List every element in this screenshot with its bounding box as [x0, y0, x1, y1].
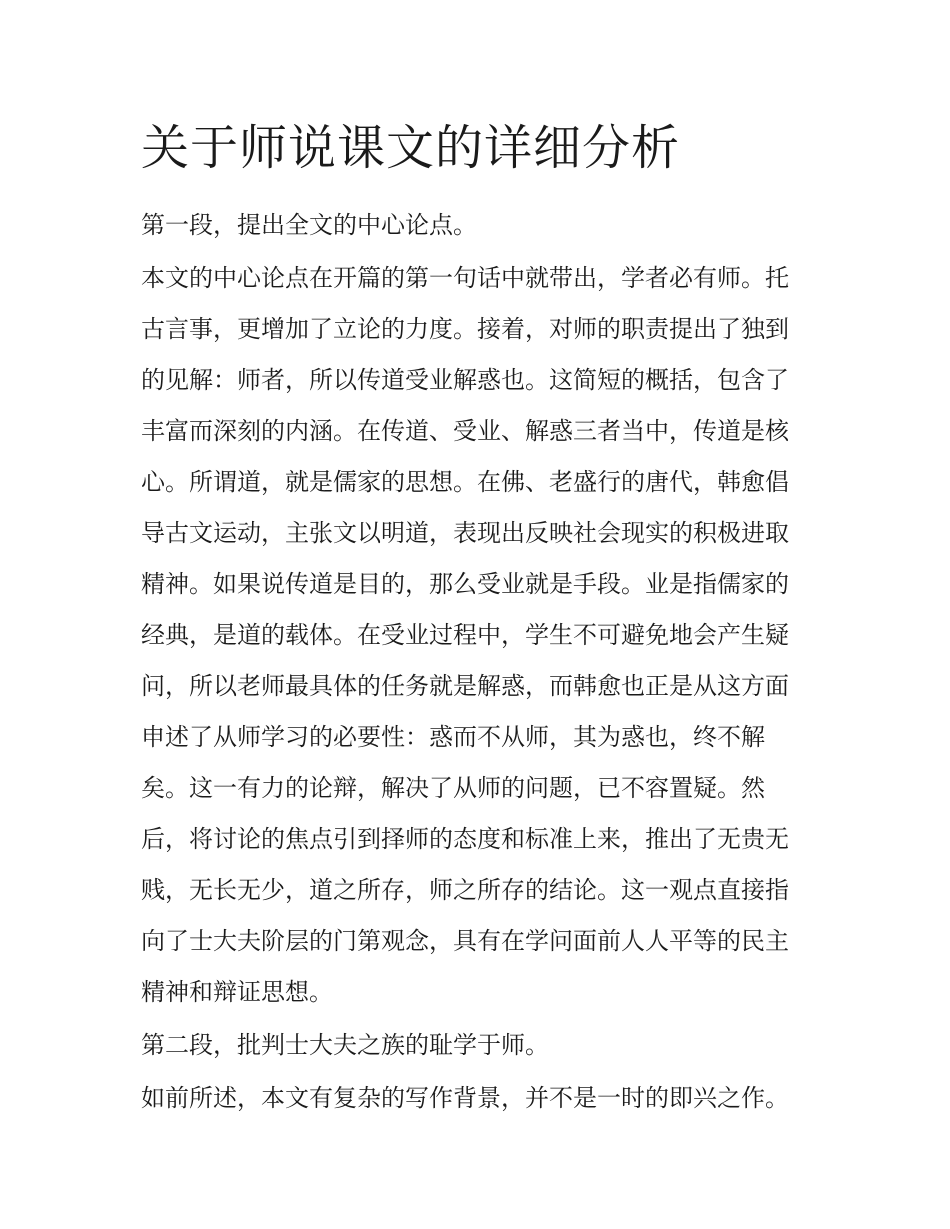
section1-line: 向了士大夫阶层的门第观念，具有在学问面前人人平等的民主 [141, 927, 789, 955]
section1-body [141, 253, 813, 1018]
section1-line: 丰富而深刻的内涵。在传道、受业、解惑三者当中，传道是核 [141, 417, 789, 445]
section1-line: 精神和辩证思想。 [141, 978, 333, 1006]
section1-line: 心。所谓道，就是儒家的思想。在佛、老盛行的唐代，韩愈倡 [141, 468, 789, 496]
section1-line: 的见解：师者，所以传道受业解惑也。这简短的概括，包含了 [141, 366, 789, 394]
section1-line: 古言事，更增加了立论的力度。接着，对师的职责提出了独到 [141, 315, 789, 343]
section1-line: 贱，无长无少，道之所存，师之所存的结论。这一观点直接指 [141, 876, 789, 904]
document-title: 关于师说课文的详细分析 [141, 120, 681, 176]
section1-line: 后，将讨论的焦点引到择师的态度和标准上来，推出了无贵无 [141, 825, 789, 853]
section1-line: 问，所以老师最具体的任务就是解惑，而韩愈也正是从这方面 [141, 672, 789, 700]
document-page [141, 112, 813, 1124]
section2-first-line: 如前所述，本文有复杂的写作背景，并不是一时的即兴之作。 [141, 1084, 789, 1112]
section1-line: 导古文运动，主张文以明道，表现出反映社会现实的积极进取 [141, 519, 789, 547]
section1-heading: 第一段，提出全文的中心论点。 [141, 211, 477, 239]
section1-line: 经典，是道的载体。在受业过程中，学生不可避免地会产生疑 [141, 621, 789, 649]
section2-heading: 第二段，批判士大夫之族的耻学于师。 [141, 1031, 549, 1059]
section1-line: 矣。这一有力的论辩，解决了从师的问题，已不容置疑。然 [141, 774, 765, 802]
section1-line: 本文的中心论点在开篇的第一句话中就带出，学者必有师。托 [141, 264, 789, 292]
section1-line: 精神。如果说传道是目的，那么受业就是手段。业是指儒家的 [141, 570, 789, 598]
section1-line: 申述了从师学习的必要性：惑而不从师，其为惑也，终不解 [141, 723, 765, 751]
